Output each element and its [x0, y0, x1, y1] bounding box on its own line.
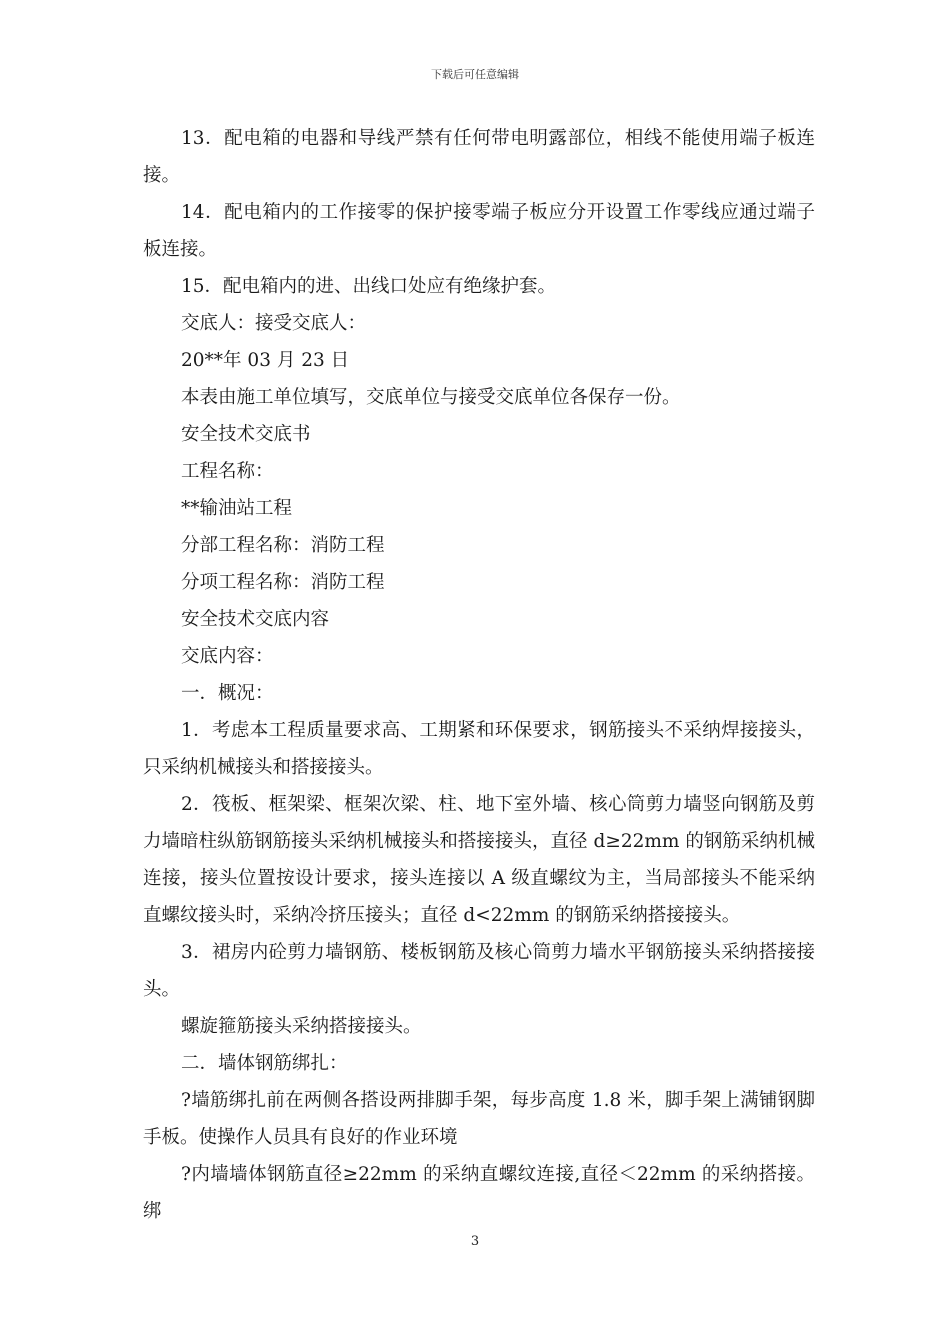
project-name-value: **输油站工程 — [181, 498, 293, 519]
document-title: 安全技术交底书 — [181, 424, 311, 445]
page-number: 3 — [470, 1234, 480, 1249]
form-note: 本表由施工单位填写，交底单位与接受交底单位各保存一份。 — [181, 387, 681, 408]
wall-rebar-item-1: ?墙筋绑扎前在两侧各搭设两排脚手架，每步高度 1.8 米，脚手架上满铺钢脚手板。使操作人员具有良好的作业环境 — [143, 1090, 815, 1148]
paragraph-15: 15．配电箱内的进、出线口处应有绝缘护套。 — [181, 276, 557, 297]
division-name: 分部工程名称：消防工程 — [181, 535, 385, 556]
content-label: 交底内容： — [181, 646, 274, 667]
wall-rebar-item-2: ?内墙墙体钢筋直径≥22mm 的采纳直螺纹连接,直径＜22mm 的采纳搭接。绑 — [143, 1164, 815, 1222]
overview-item-2: 2．筏板、框架梁、框架次梁、柱、地下室外墙、核心筒剪力墙竖向钢筋及剪力墙暗柱纵筋钢筋接头采纳机械接头和搭接接头，直径 d≥22mm 的钢筋采纳机械连接，接头位置按设计要求，接头连接以 A 级直螺纹为主，当局部接头不能采纳直螺纹接头时，采纳冷挤压接头；直径 d<22mm 的钢筋采纳搭接接头。 — [143, 794, 815, 926]
signatories-line: 交底人：接受交底人： — [181, 313, 367, 334]
page-header: 下载后可任意编辑 — [431, 68, 519, 81]
project-name-label: 工程名称： — [181, 461, 274, 482]
overview-item-1: 1．考虑本工程质量要求高、工期紧和环保要求，钢筋接头不采纳焊接接头，只采纳机械接头和搭接接头。 — [143, 720, 815, 778]
section-heading: 安全技术交底内容 — [181, 609, 330, 630]
date-line: 20**年 03 月 23 日 — [181, 350, 350, 371]
spiral-stirrup-note: 螺旋箍筋接头采纳搭接接头。 — [181, 1016, 422, 1037]
overview-heading: 一．概况： — [181, 683, 274, 704]
paragraph-13: 13．配电箱的电器和导线严禁有任何带电明露部位，相线不能使用端子板连接。 — [143, 128, 815, 186]
overview-item-3: 3．裙房内砼剪力墙钢筋、楼板钢筋及核心筒剪力墙水平钢筋接头采纳搭接接头。 — [143, 942, 815, 1000]
paragraph-14: 14．配电箱内的工作接零的保护接零端子板应分开设置工作零线应通过端子板连接。 — [143, 202, 815, 260]
document-body — [143, 120, 815, 1230]
subitem-name: 分项工程名称：消防工程 — [181, 572, 385, 593]
wall-rebar-heading: 二．墙体钢筋绑扎： — [181, 1053, 348, 1074]
